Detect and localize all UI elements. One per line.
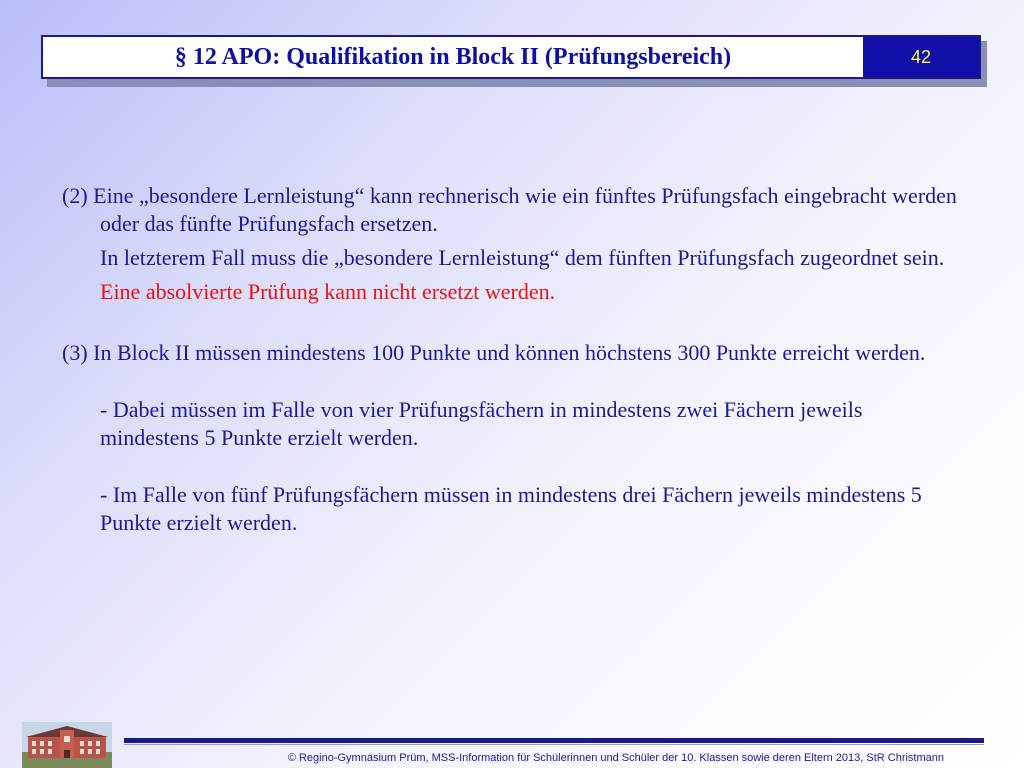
page-number: 42 [863, 37, 979, 77]
footer-rule-thin [124, 744, 984, 745]
paragraph-3: (3) In Block II müssen mindestens 100 Punkte und können höchstens 300 Punkte erreicht werden. [62, 340, 926, 365]
footer-rule [124, 738, 984, 743]
paragraph-2-highlight: Eine absolvierte Prüfung kann nicht ersetzt werden. [100, 279, 556, 304]
paragraph-3-point-2: - Im Falle von fünf Prüfungsfächern müssen in mindestens drei Fächern jeweils mindestens 5 Punkte erzielt werden. [100, 482, 922, 535]
paragraph-2: (2) Eine „besondere Lernleistung“ kann rechnerisch wie ein fünftes Prüfungsfach eingebracht werden oder das fünfte Prüfungsfach ersetzen. [62, 183, 957, 236]
slide-title: § 12 APO: Qualifikation in Block II (Prüfungsbereich) [43, 37, 863, 77]
paragraph-2-note: In letzterem Fall muss die „besondere Lernleistung“ dem fünften Prüfungsfach zugeordnet sein. [100, 245, 945, 270]
slide-content [62, 182, 962, 537]
school-building-logo [22, 722, 112, 768]
paragraph-3-point-1: - Dabei müssen im Falle von vier Prüfungsfächern in mindestens zwei Fächern jeweils mindestens 5 Punkte erzielt werden. [100, 397, 863, 450]
footer-copyright: © Regino-Gymnasium Prüm, MSS-Information für Schülerinnen und Schüler der 10. Klassen sowie deren Eltern 2013, StR Christmann [287, 752, 944, 764]
title-bar [41, 35, 981, 79]
